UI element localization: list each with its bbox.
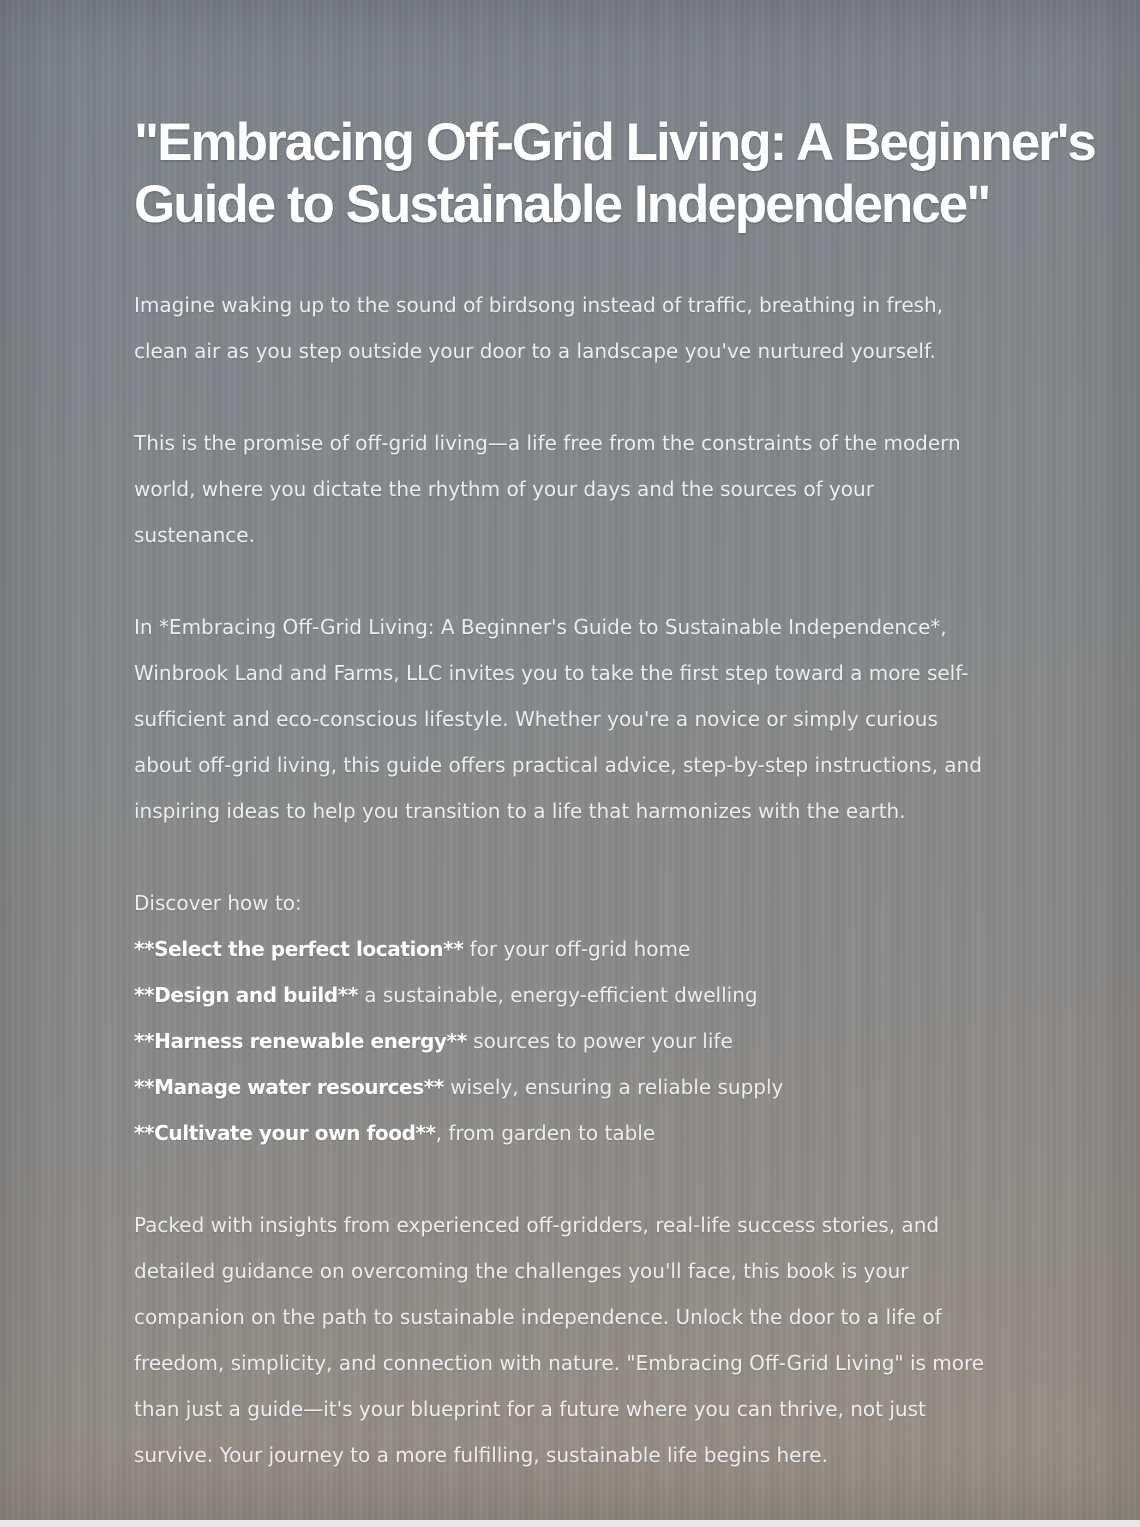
list-item-bold: **Harness renewable energy** [134, 1029, 467, 1053]
list-item [134, 972, 1084, 1018]
body-text [134, 282, 1084, 1478]
list-item-bold: **Manage water resources** [134, 1075, 444, 1099]
text-line: detailed guidance on overcoming the challenges you'll face, this book is your [134, 1259, 909, 1283]
paragraph-intro [134, 282, 1084, 374]
text-line: than just a guide—it's your blueprint for a future where you can thrive, not just [134, 1397, 926, 1421]
document-content [134, 112, 1095, 1520]
text-line: about off-grid living, this guide offers practical advice, step-by-step instructions, and [134, 753, 982, 777]
title-line: "Embracing Off-Grid Living: A Beginner's [134, 113, 1095, 172]
text-line: survive. Your journey to a more fulfilling, sustainable life begins here. [134, 1443, 828, 1467]
discover-list [134, 880, 1084, 1156]
text-line: companion on the path to sustainable independence. Unlock the door to a life of [134, 1305, 942, 1329]
bottom-edge [0, 1520, 1140, 1527]
text-line: In *Embracing Off-Grid Living: A Beginner's Guide to Sustainable Independence*, [134, 615, 947, 639]
text-line: world, where you dictate the rhythm of your days and the sources of your [134, 477, 874, 501]
list-item [134, 1018, 1084, 1064]
list-item-text: , from garden to table [435, 1121, 656, 1145]
paragraph-closing [134, 1202, 1084, 1478]
list-item-bold: **Select the perfect location** [134, 937, 464, 961]
paragraph-promise [134, 420, 1084, 558]
list-item-text: wisely, ensuring a reliable supply [443, 1075, 784, 1099]
list-item-bold: **Cultivate your own food** [134, 1121, 436, 1145]
text-line: Winbrook Land and Farms, LLC invites you to take the first step toward a more self- [134, 661, 969, 685]
list-item [134, 926, 1084, 972]
text-line: inspiring ideas to help you transition to a life that harmonizes with the earth. [134, 799, 906, 823]
list-item-text: for your off-grid home [463, 937, 691, 961]
text-line: sustenance. [134, 523, 255, 547]
discover-heading: Discover how to: [134, 891, 302, 915]
page-title [134, 112, 1095, 236]
title-line: Guide to Sustainable Independence" [134, 175, 990, 234]
text-line: clean air as you step outside your door to a landscape you've nurtured yourself. [134, 339, 936, 363]
text-line: This is the promise of off-grid living—a life free from the constraints of the modern [134, 431, 961, 455]
paragraph-invitation [134, 604, 1084, 834]
text-line: Imagine waking up to the sound of birdsong instead of traffic, breathing in fresh, [134, 293, 944, 317]
text-line: sufficient and eco-conscious lifestyle. Whether you're a novice or simply curious [134, 707, 938, 731]
text-line: Packed with insights from experienced off-gridders, real-life success stories, and [134, 1213, 940, 1237]
list-item-text: a sustainable, energy-efficient dwelling [357, 983, 758, 1007]
list-item [134, 1064, 1084, 1110]
text-line: freedom, simplicity, and connection with nature. "Embracing Off-Grid Living" is more [134, 1351, 985, 1375]
list-item-text: sources to power your life [466, 1029, 733, 1053]
list-item-bold: **Design and build** [134, 983, 358, 1007]
list-item [134, 1110, 1084, 1156]
